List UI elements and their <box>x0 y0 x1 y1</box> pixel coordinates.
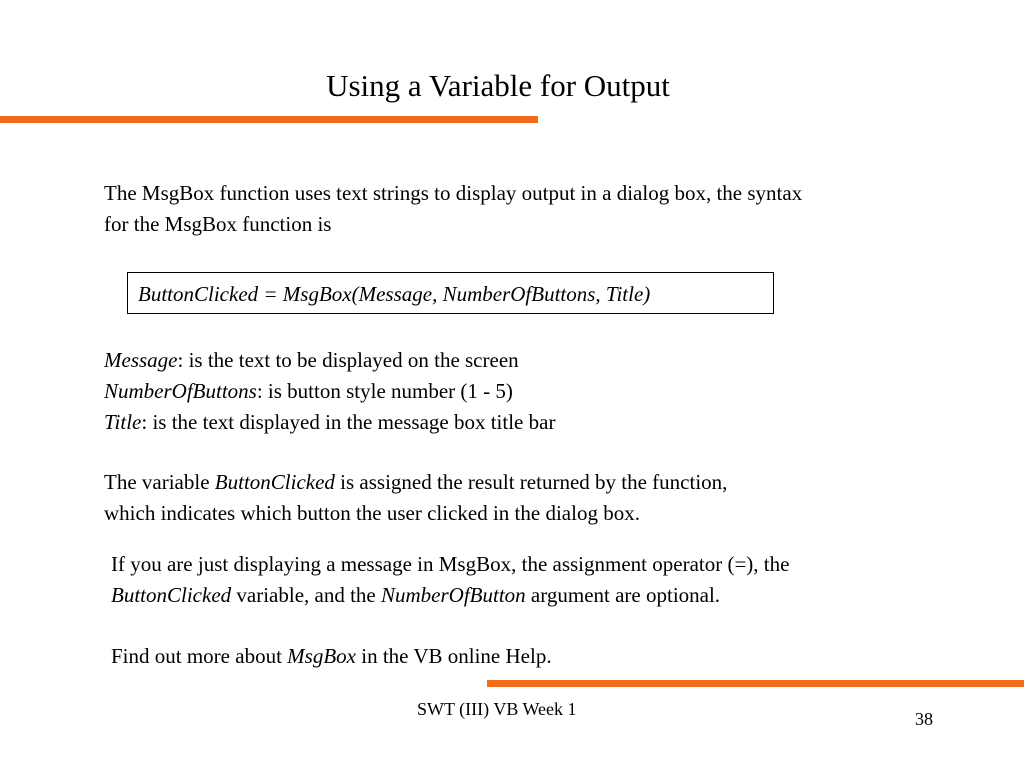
optional-mid: variable, and the <box>231 583 381 607</box>
optional-line-2 <box>111 580 789 611</box>
param-number-of-buttons <box>104 376 555 407</box>
optional-term-2: NumberOfButton <box>381 583 526 607</box>
intro-line-1: The MsgBox function uses text strings to display output in a dialog box, the syntax <box>104 181 803 205</box>
param-desc: : is the text to be displayed on the screen <box>177 348 519 372</box>
optional-term-1: ButtonClicked <box>111 583 232 607</box>
help-term: MsgBox <box>287 644 356 668</box>
optional-paragraph <box>111 549 789 611</box>
bottom-accent-rule <box>487 680 1024 687</box>
param-title <box>104 407 555 438</box>
variable-lead: The variable <box>104 470 215 494</box>
help-rest: in the VB online Help. <box>355 644 552 668</box>
param-term: Title <box>104 410 142 434</box>
param-term: NumberOfButtons <box>104 379 257 403</box>
help-lead: Find out more about <box>111 644 288 668</box>
intro-paragraph <box>104 178 802 240</box>
parameter-list <box>104 345 555 438</box>
variable-rest: is assigned the result returned by the function, <box>334 470 728 494</box>
help-paragraph <box>111 641 552 672</box>
page-number: 38 <box>915 709 933 729</box>
param-term: Message <box>104 348 178 372</box>
syntax-box <box>127 272 774 314</box>
syntax-code: ButtonClicked = MsgBox(Message, NumberOfButtons, Title) <box>138 282 651 306</box>
intro-line-2: for the MsgBox function is <box>104 212 332 236</box>
slide-title: Using a Variable for Output <box>326 68 670 103</box>
footer-label: SWT (III) VB Week 1 <box>417 699 577 719</box>
param-desc: : is the text displayed in the message box title bar <box>141 410 556 434</box>
top-accent-rule <box>0 116 538 123</box>
variable-paragraph <box>104 467 727 529</box>
param-desc: : is button style number (1 - 5) <box>256 379 513 403</box>
variable-line-1 <box>104 467 727 498</box>
param-message <box>104 345 555 376</box>
optional-end: argument are optional. <box>525 583 721 607</box>
optional-line-1: If you are just displaying a message in MsgBox, the assignment operator (=), the <box>111 552 790 576</box>
variable-line-2: which indicates which button the user clicked in the dialog box. <box>104 501 640 525</box>
variable-term: ButtonClicked <box>214 470 335 494</box>
